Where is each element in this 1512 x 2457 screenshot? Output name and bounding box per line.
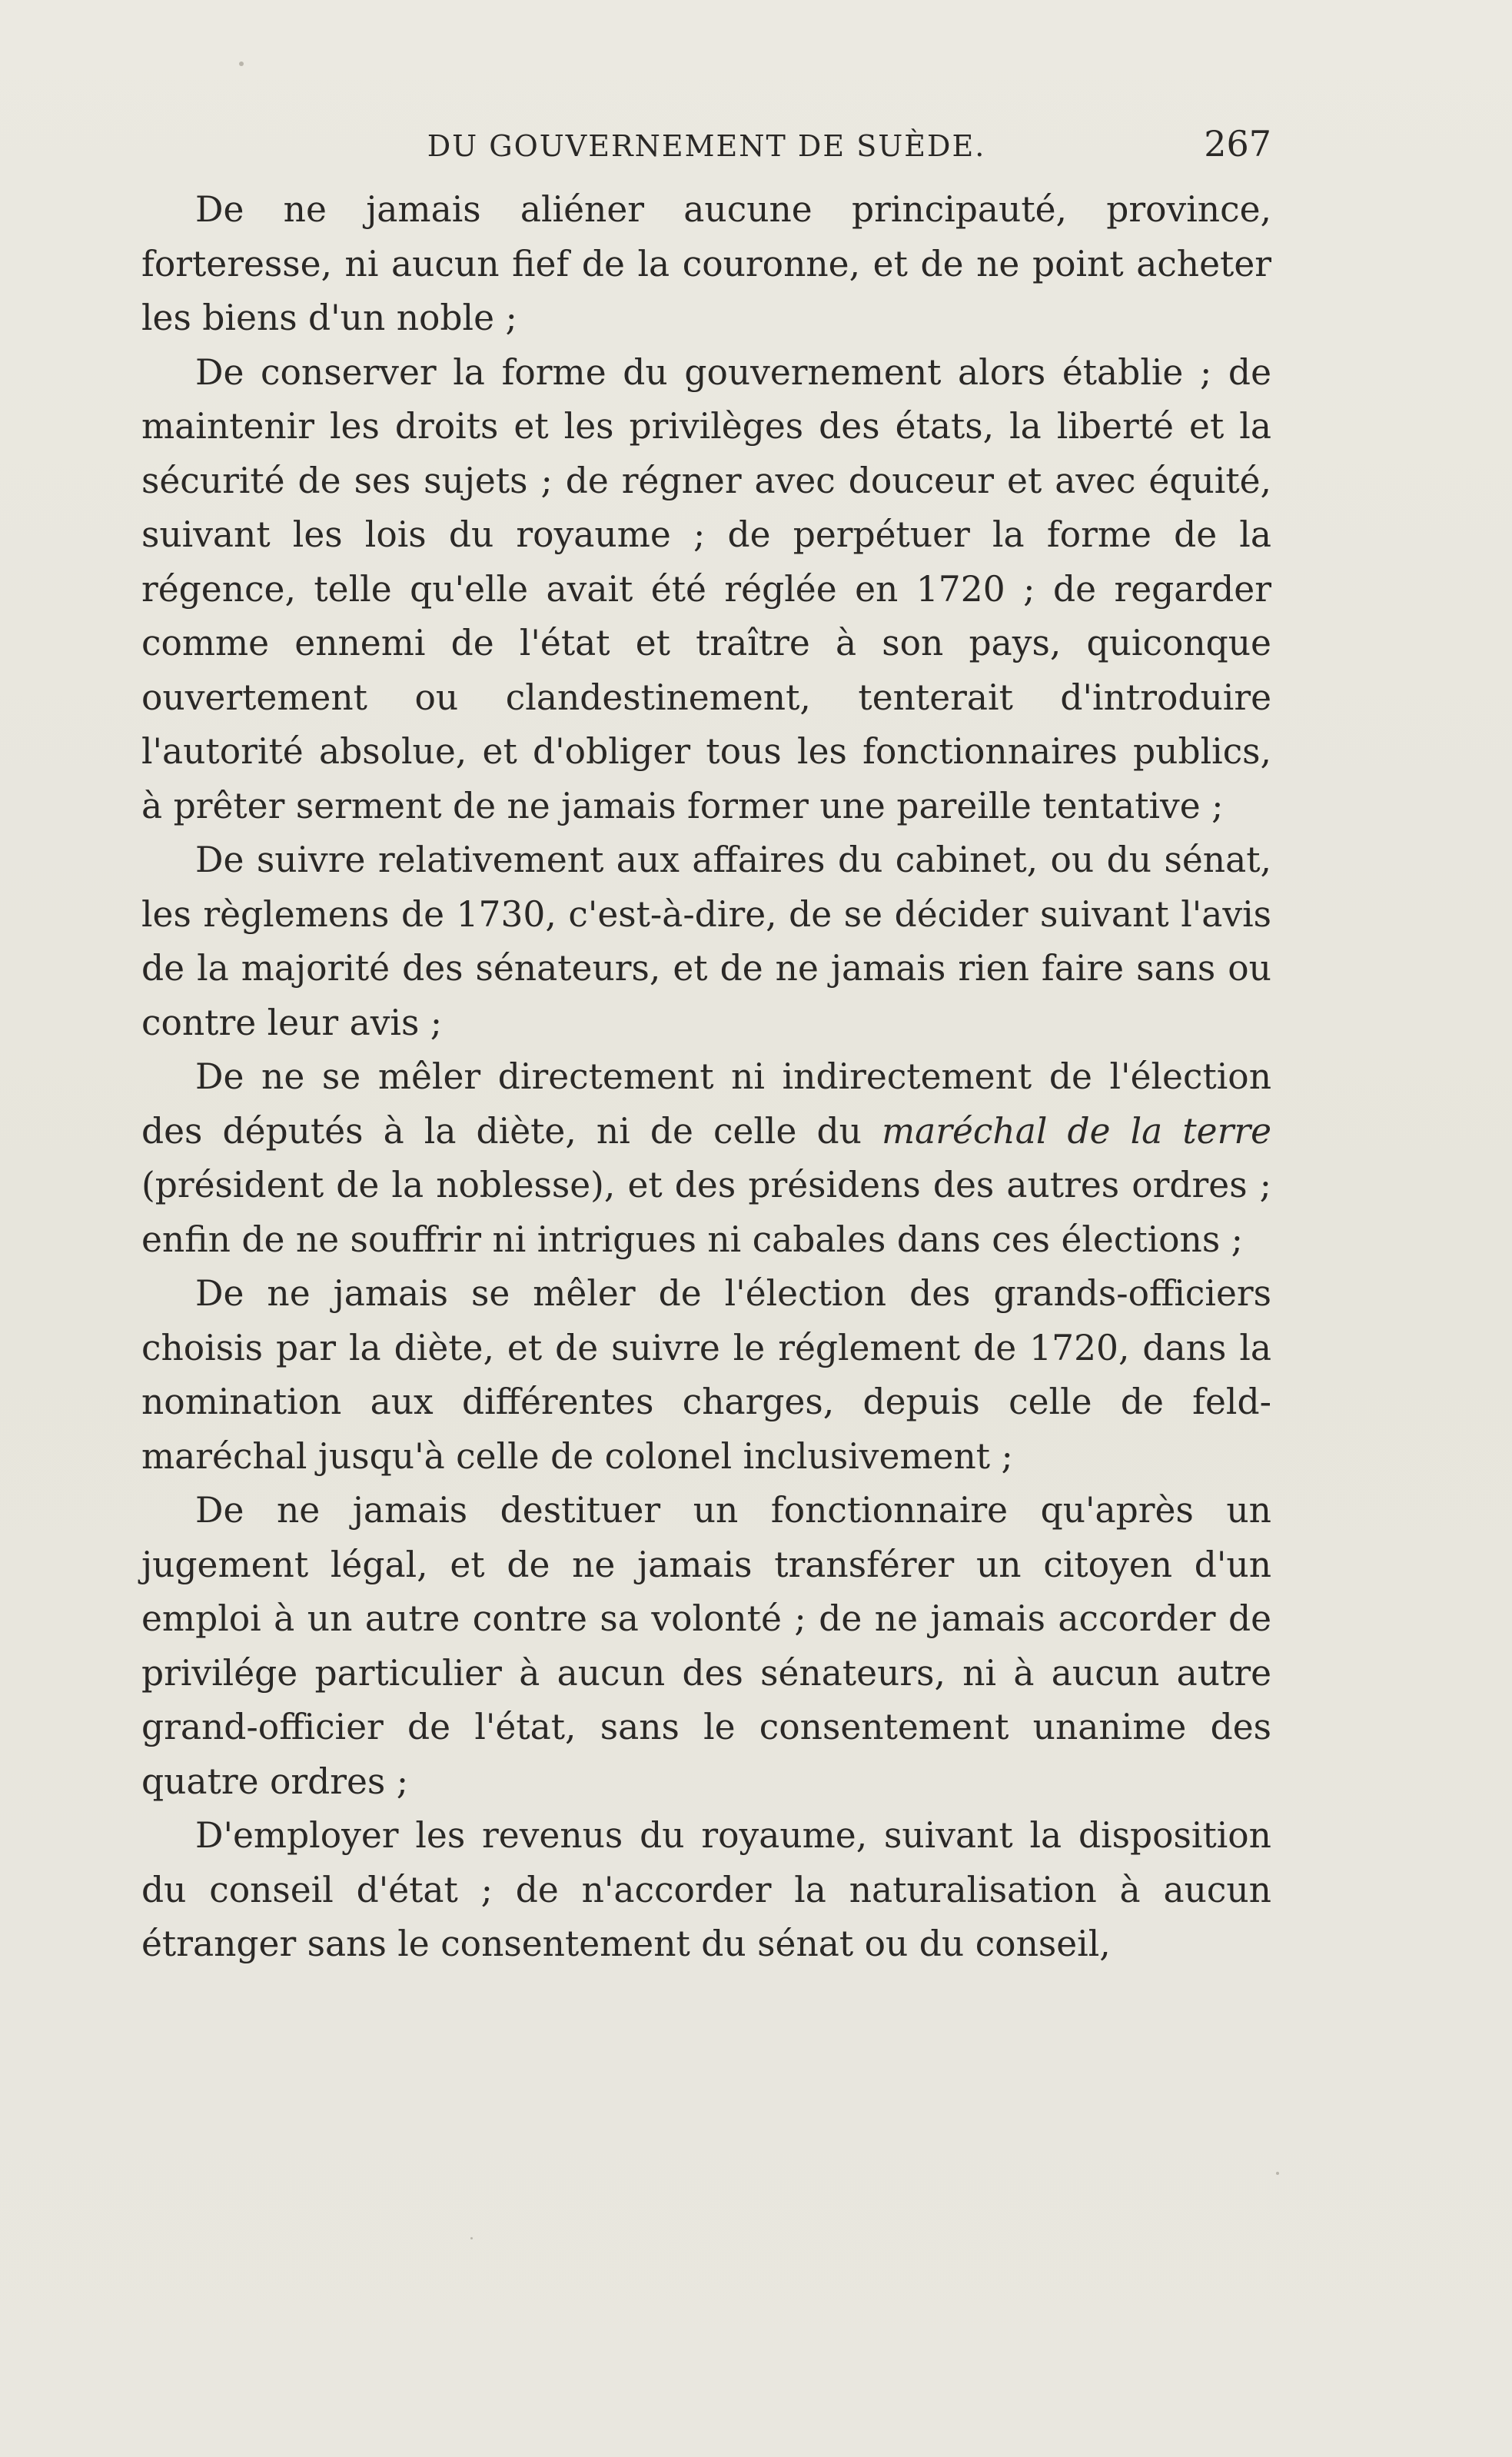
paragraph: De ne jamais se mêler de l'élection des grands-officiers choisis par la diète, et de suivre le réglement de 1720, dans la nomination aux différentes charges, depuis celle de feld-maréchal jusqu'à celle de colonel inclusivement ; [141, 1273, 1271, 1477]
italic-term: maréchal de la terre [881, 1110, 1271, 1152]
paragraph: De ne jamais destituer un fonctionnaire qu'après un jugement légal, et de ne jamais transférer un citoyen d'un emploi à un autre contre sa volonté ; de ne jamais accorder de privilége particulier à aucun des sénateurs, ni à aucun autre grand-officier de l'état, sans le consentement unanime des quatre ordres ; [141, 1490, 1271, 1802]
paragraph: De suivre relativement aux affaires du cabinet, ou du sénat, les règlemens de 1730, c'est-à-dire, de se décider suivant l'avis de la majorité des sénateurs, et de ne jamais rien faire sans ou contre leur avis ; [141, 840, 1271, 1043]
page-number: 267 [1204, 123, 1271, 165]
paragraph-text: De ne se mêler directement ni indirectement de l'élection des députés à la diète, ni de celle du [141, 1056, 1271, 1152]
running-title: DU GOUVERNEMENT DE SUÈDE. [427, 129, 986, 163]
paper-speck [1276, 2172, 1279, 2175]
paragraph: De conserver la forme du gouvernement alors établie ; de maintenir les droits et les privilèges des états, la liberté et la sécurité de ses sujets ; de régner avec douceur et avec équité, suivant les lois du royaume ; de perpétuer la forme de la régence, telle qu'elle avait été réglée en 1720 ; de regarder comme ennemi de l'état et traître à son pays, quiconque ouvertement ou clandestinement, tenterait d'introduire l'autorité absolue, et d'obliger tous les fonctionnaires publics, à prêter serment de ne jamais former une pareille tentative ; [141, 351, 1271, 826]
paragraph: D'employer les revenus du royaume, suivant la disposition du conseil d'état ; de n'accorder la naturalisation à aucun étranger sans le consentement du sénat ou du conseil, [141, 1815, 1271, 1964]
running-head [141, 123, 1271, 169]
paper-speck [239, 62, 244, 66]
paragraph: De ne jamais aliéner aucune principauté, province, forteresse, ni aucun fief de la couronne, et de ne point acheter les biens d'un noble ; [141, 189, 1271, 338]
paper-speck [470, 2237, 473, 2239]
paragraph [141, 1050, 1271, 1267]
paragraph-text: (président de la noblesse), et des présidens des autres ordres ; enfin de ne souffrir ni intrigues ni cabales dans ces élections ; [141, 1165, 1271, 1260]
page-text [141, 123, 1271, 1972]
